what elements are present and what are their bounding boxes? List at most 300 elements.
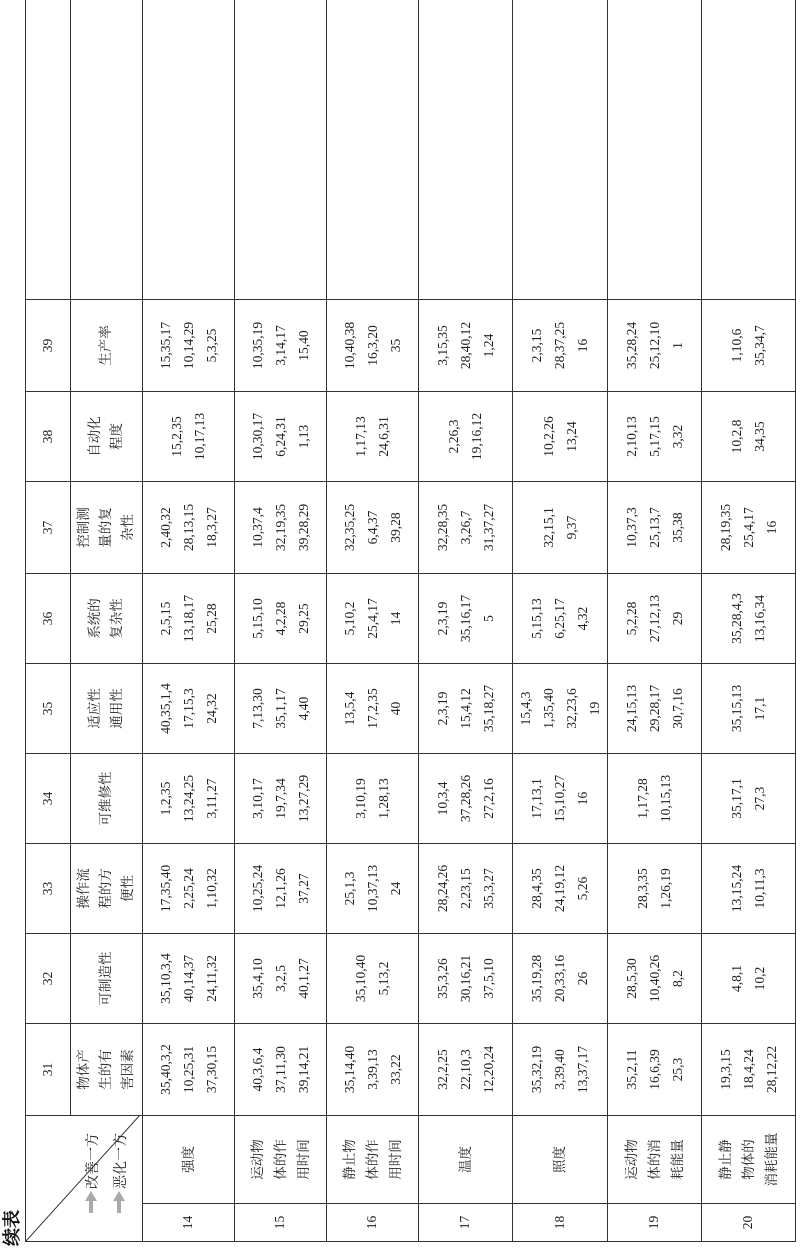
contradiction-matrix-table bbox=[25, 0, 796, 1242]
principle-list: 17,1 bbox=[752, 696, 768, 721]
principle-list: 35,3,27 bbox=[480, 868, 496, 909]
matrix-cell bbox=[142, 300, 234, 392]
principle-list: 3,32 bbox=[669, 424, 685, 449]
row-name-line: 体的作 bbox=[364, 1139, 380, 1180]
principle-list: 25,12,10 bbox=[646, 321, 662, 370]
principle-list: 39,14,21 bbox=[295, 1045, 311, 1094]
column-name-line: 适应性 bbox=[87, 688, 103, 729]
matrix-cell bbox=[607, 574, 701, 664]
principle-list: 10,15,13 bbox=[658, 774, 674, 823]
matrix-cell bbox=[701, 664, 795, 754]
corner-label-improving: 改善一方 bbox=[86, 1133, 101, 1189]
column-name-line: 可维修性 bbox=[98, 771, 114, 826]
column-number-cell: 31 bbox=[26, 1024, 71, 1116]
column-name-line: 通用性 bbox=[109, 688, 125, 729]
column-number-cell: 38 bbox=[26, 392, 71, 482]
principle-list: 24 bbox=[387, 881, 403, 896]
table-row bbox=[607, 0, 701, 1242]
matrix-cell bbox=[418, 844, 512, 934]
matrix-cell bbox=[142, 0, 234, 300]
matrix-cell bbox=[701, 1024, 795, 1116]
column-name-line: 便性 bbox=[120, 875, 136, 902]
principle-list: 35,28,4,3 bbox=[729, 593, 745, 644]
principle-list: 35,2,11 bbox=[623, 1049, 639, 1090]
principle-list: 25,3 bbox=[669, 1057, 685, 1082]
principle-list: 37,30,15 bbox=[203, 1045, 219, 1094]
principle-list: 35,40,3,2 bbox=[157, 1044, 173, 1095]
header-name-row bbox=[70, 0, 142, 1242]
row-number-cell: 17 bbox=[418, 1204, 512, 1242]
row-number-cell: 16 bbox=[326, 1204, 418, 1242]
principle-list: 24,19,12 bbox=[552, 864, 568, 913]
principle-list: 20,33,16 bbox=[552, 954, 568, 1003]
matrix-cell bbox=[234, 754, 326, 844]
principle-list: 15,4,3 bbox=[517, 691, 533, 726]
principle-list: 39,28,29 bbox=[295, 503, 311, 552]
principle-list: 10,2,8 bbox=[729, 419, 745, 454]
matrix-cell bbox=[512, 1024, 607, 1116]
principle-list: 40 bbox=[387, 701, 403, 716]
principle-list: 13,18,17 bbox=[180, 594, 196, 643]
column-number-cell: 36 bbox=[26, 574, 71, 664]
principle-list: 15,35,17 bbox=[157, 321, 173, 370]
principle-list: 4,32 bbox=[575, 606, 591, 631]
principle-list: 19,7,34 bbox=[272, 778, 288, 819]
table-row bbox=[234, 0, 326, 1242]
principle-list: 1,17,28 bbox=[635, 778, 651, 819]
principle-list: 15,40 bbox=[295, 330, 311, 361]
principle-list: 34,35 bbox=[752, 421, 768, 452]
principle-list: 2,3,15 bbox=[529, 328, 545, 363]
matrix-cell bbox=[701, 300, 795, 392]
principle-list: 2,3,19 bbox=[434, 601, 450, 636]
principle-list: 10,2 bbox=[752, 966, 768, 991]
corner-label-worsening: 恶化一方 bbox=[114, 1133, 129, 1189]
principle-list: 10,40,26 bbox=[646, 954, 662, 1003]
column-number-cell: 39 bbox=[26, 300, 71, 392]
table-row bbox=[512, 0, 607, 1242]
row-name-line: 用时间 bbox=[387, 1139, 403, 1180]
principle-list: 19,3,15 bbox=[717, 1049, 733, 1090]
principle-list: 13,5,4 bbox=[341, 691, 357, 726]
principle-list: 32,28,35 bbox=[434, 503, 450, 552]
table-row bbox=[701, 0, 795, 1242]
principle-list: 28,12,22 bbox=[763, 1045, 779, 1094]
principle-list: 37,28,26 bbox=[457, 774, 473, 823]
matrix-cell bbox=[607, 934, 701, 1024]
matrix-cell bbox=[418, 482, 512, 574]
matrix-cell bbox=[234, 1024, 326, 1116]
column-number-cell: 33 bbox=[26, 844, 71, 934]
principle-list: 6,4,37 bbox=[364, 510, 380, 545]
column-name-line: 量的复 bbox=[98, 507, 114, 548]
corner-header-cell bbox=[26, 1116, 143, 1242]
column-name-line: 杂性 bbox=[120, 514, 136, 541]
principle-list: 40,1,27 bbox=[295, 958, 311, 999]
principle-list: 16 bbox=[575, 791, 591, 806]
principle-list: 30,7,16 bbox=[669, 688, 685, 729]
row-name-line: 用时间 bbox=[295, 1139, 311, 1180]
principle-list: 32,2,25 bbox=[434, 1049, 450, 1090]
principle-list: 3,39,40 bbox=[552, 1049, 568, 1090]
principle-list: 35,4,10 bbox=[249, 958, 265, 999]
principle-list: 24,32 bbox=[203, 693, 219, 724]
matrix-cell bbox=[234, 482, 326, 574]
matrix-cell bbox=[512, 574, 607, 664]
matrix-cell bbox=[234, 574, 326, 664]
matrix-cell bbox=[701, 574, 795, 664]
principle-list: 26 bbox=[575, 971, 591, 986]
principle-list: 28,3,35 bbox=[635, 868, 651, 909]
principle-list: 35,18,27 bbox=[480, 684, 496, 733]
arrow-right-icon bbox=[85, 1191, 97, 1213]
principle-list: 13,16,34 bbox=[752, 594, 768, 643]
principle-list: 3,26,7 bbox=[457, 510, 473, 545]
principle-list: 28,5,30 bbox=[623, 958, 639, 999]
matrix-cell bbox=[607, 844, 701, 934]
principle-list: 17,15,3 bbox=[180, 688, 196, 729]
matrix-cell bbox=[607, 392, 701, 482]
principle-list: 3,11,27 bbox=[203, 778, 219, 819]
matrix-cell bbox=[418, 574, 512, 664]
column-name-line: 生的有 bbox=[98, 1049, 114, 1090]
column-name-line: 生产率 bbox=[98, 325, 114, 366]
principle-list: 7,13,30 bbox=[249, 688, 265, 729]
principle-list: 35,38 bbox=[669, 512, 685, 543]
principle-list: 10,17,13 bbox=[192, 412, 208, 461]
matrix-cell bbox=[326, 0, 418, 300]
row-number-cell: 19 bbox=[607, 1204, 701, 1242]
principle-list: 5,10,2 bbox=[341, 601, 357, 636]
matrix-cell bbox=[326, 664, 418, 754]
row-name-cell bbox=[607, 1116, 701, 1204]
column-name-cell bbox=[70, 300, 142, 392]
matrix-cell bbox=[142, 844, 234, 934]
row-name-cell bbox=[142, 1116, 234, 1204]
principle-list: 10,37,4 bbox=[249, 507, 265, 548]
matrix-cell bbox=[701, 482, 795, 574]
principle-list: 40,35,1,4 bbox=[157, 683, 173, 734]
column-name-line: 系统的 bbox=[87, 598, 103, 639]
principle-list: 19,16,12 bbox=[469, 412, 485, 461]
principle-list: 16 bbox=[763, 520, 779, 535]
row-number-cell: 20 bbox=[701, 1204, 795, 1242]
matrix-cell bbox=[607, 0, 701, 300]
column-number-cell: 32 bbox=[26, 934, 71, 1024]
row-name-cell bbox=[701, 1116, 795, 1204]
principle-list: 1,2,35 bbox=[157, 781, 173, 816]
row-number-cell: 18 bbox=[512, 1204, 607, 1242]
principle-list: 5,26 bbox=[575, 876, 591, 901]
principle-list: 5,17,15 bbox=[646, 416, 662, 457]
row-name-line: 物体的 bbox=[740, 1139, 756, 1180]
principle-list: 2,3,19 bbox=[434, 691, 450, 726]
principle-list: 15,10,27 bbox=[552, 774, 568, 823]
principle-list: 17,35,40 bbox=[157, 864, 173, 913]
matrix-cell bbox=[607, 664, 701, 754]
principle-list: 3,14,17 bbox=[272, 325, 288, 366]
principle-list: 1,13 bbox=[295, 424, 311, 449]
column-name-line: 控制测 bbox=[76, 507, 92, 548]
column-name-line: 害因素 bbox=[120, 1049, 136, 1090]
column-name-cell bbox=[70, 664, 142, 754]
principle-list: 15,2,35 bbox=[169, 416, 185, 457]
row-name-cell bbox=[418, 1116, 512, 1204]
principle-list: 10,30,17 bbox=[249, 412, 265, 461]
principle-list: 10,14,29 bbox=[180, 321, 196, 370]
principle-list: 1,26,19 bbox=[658, 868, 674, 909]
column-name-cell bbox=[70, 844, 142, 934]
matrix-cell bbox=[512, 300, 607, 392]
principle-list: 25,4,17 bbox=[364, 598, 380, 639]
column-name-line: 复杂性 bbox=[109, 598, 125, 639]
column-number-cell: 37 bbox=[26, 482, 71, 574]
principle-list: 17,2,35 bbox=[364, 688, 380, 729]
column-name-cell bbox=[70, 1024, 142, 1116]
row-name-line: 强度 bbox=[180, 1146, 196, 1173]
column-name-line: 自动化 bbox=[87, 416, 103, 457]
matrix-cell bbox=[326, 754, 418, 844]
principle-list: 3,10,19 bbox=[353, 778, 369, 819]
principle-list: 37,5,10 bbox=[480, 958, 496, 999]
principle-list: 35,10,40 bbox=[353, 954, 369, 1003]
principle-list: 4,2,28 bbox=[272, 601, 288, 636]
principle-list: 29,28,17 bbox=[646, 684, 662, 733]
matrix-cell bbox=[326, 574, 418, 664]
principle-list: 10,11,3 bbox=[752, 868, 768, 909]
principle-list: 25,13,7 bbox=[646, 507, 662, 548]
matrix-cell bbox=[418, 300, 512, 392]
arrow-right-icon bbox=[113, 1191, 125, 1213]
table-row bbox=[418, 0, 512, 1242]
row-number-cell: 14 bbox=[142, 1204, 234, 1242]
principle-list: 16,3,20 bbox=[364, 325, 380, 366]
principle-list: 16,6,39 bbox=[646, 1049, 662, 1090]
principle-list: 5 bbox=[480, 615, 496, 622]
principle-list: 35,15,13 bbox=[729, 684, 745, 733]
column-name-cell bbox=[70, 934, 142, 1024]
principle-list: 12,20,24 bbox=[480, 1045, 496, 1094]
principle-list: 4,40 bbox=[295, 696, 311, 721]
principle-list: 35,34,7 bbox=[752, 325, 768, 366]
principle-list: 25,1,3 bbox=[341, 871, 357, 906]
matrix-cell bbox=[326, 934, 418, 1024]
matrix-cell bbox=[607, 300, 701, 392]
principle-list: 1,17,13 bbox=[353, 416, 369, 457]
principle-list: 1,28,13 bbox=[376, 778, 392, 819]
row-name-line: 静止静 bbox=[717, 1139, 733, 1180]
principle-list: 4,8,1 bbox=[729, 965, 745, 992]
matrix-cell bbox=[142, 754, 234, 844]
matrix-cell bbox=[142, 482, 234, 574]
principle-list: 32,15,1 bbox=[540, 507, 556, 548]
principle-list: 16 bbox=[575, 338, 591, 353]
column-name-cell bbox=[70, 574, 142, 664]
principle-list: 8,2 bbox=[669, 970, 685, 987]
principle-list: 37,11,30 bbox=[272, 1046, 288, 1093]
principle-list: 1,10,6 bbox=[729, 328, 745, 363]
principle-list: 1 bbox=[669, 342, 685, 349]
principle-list: 27,2,16 bbox=[480, 778, 496, 819]
principle-list: 35,1,17 bbox=[272, 688, 288, 729]
matrix-cell bbox=[142, 1024, 234, 1116]
row-name-cell bbox=[326, 1116, 418, 1204]
column-name-cell bbox=[70, 482, 142, 574]
row-number-cell: 15 bbox=[234, 1204, 326, 1242]
row-name-line: 运动物 bbox=[249, 1139, 265, 1180]
principle-list: 10,3,4 bbox=[434, 781, 450, 816]
matrix-cell bbox=[326, 300, 418, 392]
row-name-line: 运动物 bbox=[623, 1139, 639, 1180]
matrix-cell bbox=[701, 0, 795, 300]
matrix-cell bbox=[512, 392, 607, 482]
matrix-cell bbox=[512, 482, 607, 574]
column-number-cell: 34 bbox=[26, 754, 71, 844]
row-name-line: 消耗能量 bbox=[763, 1132, 779, 1187]
matrix-cell bbox=[234, 300, 326, 392]
principle-list: 5,15,13 bbox=[529, 598, 545, 639]
principle-list: 5,3,25 bbox=[203, 328, 219, 363]
principle-list: 31,37,27 bbox=[480, 503, 496, 552]
matrix-cell bbox=[234, 844, 326, 934]
principle-list: 30,16,21 bbox=[457, 954, 473, 1003]
column-name-line: 程的方 bbox=[98, 868, 114, 909]
principle-list: 28,24,26 bbox=[434, 864, 450, 913]
principle-list: 3,2,5 bbox=[272, 965, 288, 992]
principle-list: 27,3 bbox=[752, 786, 768, 811]
row-name-line: 温度 bbox=[457, 1146, 473, 1173]
principle-list: 24,15,13 bbox=[623, 684, 639, 733]
matrix-cell bbox=[326, 392, 418, 482]
principle-list: 35,14,40 bbox=[341, 1045, 357, 1094]
principle-list: 2,5,15 bbox=[157, 601, 173, 636]
matrix-cell bbox=[234, 664, 326, 754]
matrix-cell bbox=[234, 934, 326, 1024]
column-name-cell bbox=[70, 0, 142, 300]
principle-list: 37,27 bbox=[295, 873, 311, 904]
principle-list: 25,28 bbox=[203, 603, 219, 634]
matrix-cell bbox=[418, 664, 512, 754]
matrix-cell bbox=[607, 1024, 701, 1116]
principle-list: 13,24,25 bbox=[180, 774, 196, 823]
principle-list: 5,2,28 bbox=[623, 601, 639, 636]
column-name-cell bbox=[70, 392, 142, 482]
matrix-cell bbox=[607, 754, 701, 844]
matrix-cell bbox=[607, 482, 701, 574]
matrix-cell bbox=[142, 392, 234, 482]
principle-list: 35,17,1 bbox=[729, 778, 745, 819]
principle-list: 33,22 bbox=[387, 1054, 403, 1085]
matrix-cell bbox=[142, 574, 234, 664]
column-name-line: 程度 bbox=[109, 423, 125, 450]
principle-list: 17,13,1 bbox=[529, 778, 545, 819]
principle-list: 35 bbox=[387, 338, 403, 353]
principle-list: 29,25 bbox=[295, 603, 311, 634]
principle-list: 32,35,25 bbox=[341, 503, 357, 552]
principle-list: 13,27,29 bbox=[295, 774, 311, 823]
principle-list: 10,40,38 bbox=[341, 321, 357, 370]
principle-list: 1,24 bbox=[480, 333, 496, 358]
principle-list: 5,15,10 bbox=[249, 598, 265, 639]
row-name-cell bbox=[512, 1116, 607, 1204]
principle-list: 1,10,32 bbox=[203, 868, 219, 909]
header-number-row bbox=[26, 0, 71, 1242]
matrix-cell bbox=[418, 0, 512, 300]
column-name-line: 可制造性 bbox=[98, 951, 114, 1006]
principle-list: 13,15,24 bbox=[729, 864, 745, 913]
principle-list: 10,25,31 bbox=[180, 1045, 196, 1094]
principle-list: 35,32,19 bbox=[529, 1045, 545, 1094]
principle-list: 2,10,13 bbox=[623, 416, 639, 457]
table-row bbox=[326, 0, 418, 1242]
row-name-line: 体的消 bbox=[646, 1139, 662, 1180]
principle-list: 10,37,13 bbox=[364, 864, 380, 913]
principle-list: 24,6,31 bbox=[376, 416, 392, 457]
table-row bbox=[142, 0, 234, 1242]
matrix-cell bbox=[512, 754, 607, 844]
row-name-line: 照度 bbox=[552, 1146, 568, 1173]
principle-list: 5,13,2 bbox=[376, 961, 392, 996]
principle-list: 28,37,25 bbox=[552, 321, 568, 370]
principle-list: 35,3,26 bbox=[434, 958, 450, 999]
row-name-line: 耗能量 bbox=[669, 1139, 685, 1180]
matrix-cell bbox=[512, 664, 607, 754]
principle-list: 29 bbox=[669, 611, 685, 626]
column-number-cell: 35 bbox=[26, 664, 71, 754]
principle-list: 32,23,6 bbox=[563, 688, 579, 729]
principle-list: 3,15,35 bbox=[434, 325, 450, 366]
principle-list: 18,3,27 bbox=[203, 507, 219, 548]
principle-list: 15,4,12 bbox=[457, 688, 473, 729]
matrix-cell bbox=[234, 0, 326, 300]
principle-list: 35,10,3,4 bbox=[157, 953, 173, 1004]
principle-list: 3,10,17 bbox=[249, 778, 265, 819]
principle-list: 39,28 bbox=[387, 512, 403, 543]
matrix-cell bbox=[326, 844, 418, 934]
principle-list: 6,25,17 bbox=[552, 598, 568, 639]
principle-list: 18,4,24 bbox=[740, 1049, 756, 1090]
principle-list: 13,24 bbox=[563, 421, 579, 452]
principle-list: 10,2,26 bbox=[540, 416, 556, 457]
row-name-line: 静止物 bbox=[341, 1139, 357, 1180]
matrix-cell bbox=[418, 754, 512, 844]
principle-list: 19 bbox=[586, 701, 602, 716]
principle-list: 3,39,13 bbox=[364, 1049, 380, 1090]
column-name-line: 操作流 bbox=[76, 868, 92, 909]
column-name-line: 物体产 bbox=[76, 1049, 92, 1090]
principle-list: 1,35,40 bbox=[540, 688, 556, 729]
matrix-cell bbox=[418, 392, 512, 482]
principle-list: 27,12,13 bbox=[646, 594, 662, 643]
table-caption: 续表 bbox=[2, 1210, 23, 1246]
matrix-cell bbox=[701, 844, 795, 934]
column-name-cell bbox=[70, 754, 142, 844]
principle-list: 10,25,24 bbox=[249, 864, 265, 913]
principle-list: 9,37 bbox=[563, 515, 579, 540]
matrix-cell bbox=[326, 1024, 418, 1116]
principle-list: 2,26,3 bbox=[446, 419, 462, 454]
matrix-cell bbox=[701, 754, 795, 844]
matrix-cell bbox=[418, 934, 512, 1024]
matrix-cell bbox=[142, 664, 234, 754]
principle-list: 28,4,35 bbox=[529, 868, 545, 909]
principle-list: 14 bbox=[387, 611, 403, 626]
row-name-cell bbox=[234, 1116, 326, 1204]
matrix-cell bbox=[234, 392, 326, 482]
principle-list: 40,3,6,4 bbox=[249, 1047, 265, 1092]
principle-list: 12,1,26 bbox=[272, 868, 288, 909]
principle-list: 2,25,24 bbox=[180, 868, 196, 909]
